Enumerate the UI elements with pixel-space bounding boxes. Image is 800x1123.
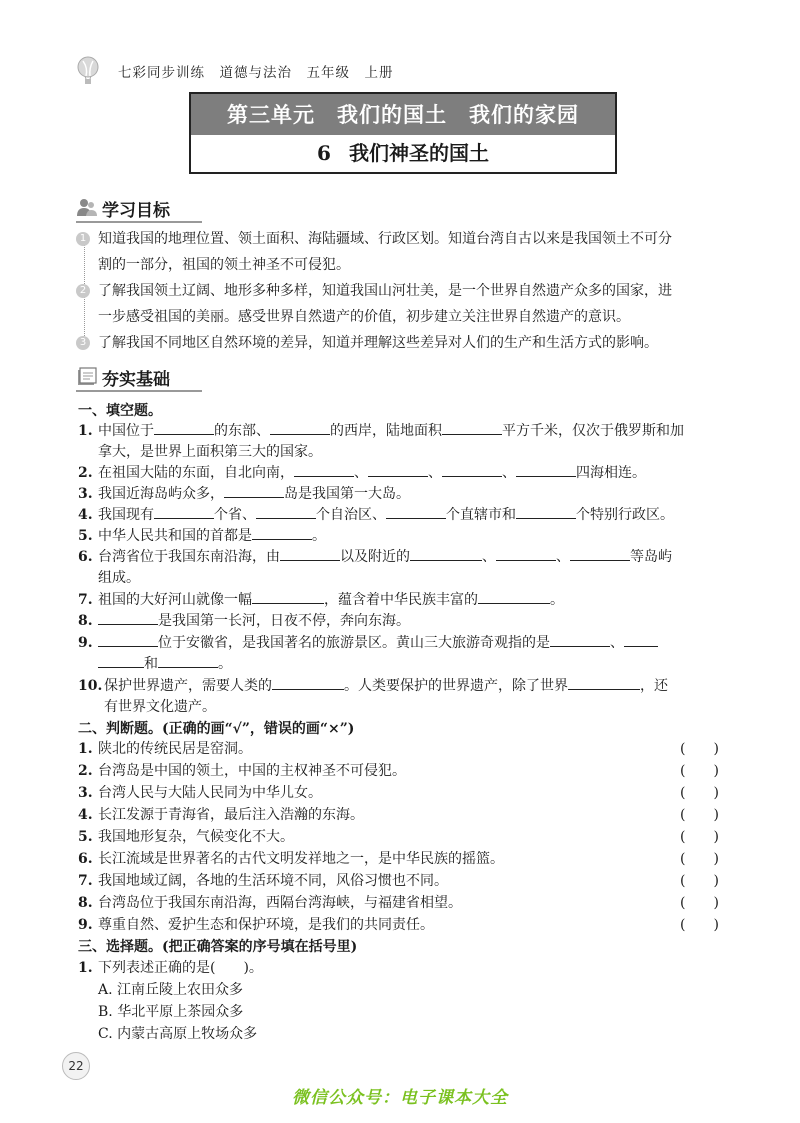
goal-number: 1 [76,232,90,246]
fill-question-6-cont: 组成。 [98,570,140,586]
lesson-name: 我们神圣的国土 [348,141,489,165]
answer-blank[interactable] [624,632,658,647]
answer-blank[interactable] [294,462,354,477]
judge-question: 5. 我国地形复杂，气候变化不大。 [78,829,294,845]
answer-blank[interactable] [516,462,576,477]
answer-blank[interactable] [224,483,284,498]
answer-blank[interactable] [386,504,446,519]
judge-question: 1. 陕北的传统民居是窑洞。 [78,741,252,757]
fill-question-7: 7. 祖国的大好河山就像一幅 ，蕴含着中华民族丰富的 。 [78,589,734,611]
fill-question-4: 4. 我国现有 个省、 个自治区、 个直辖市和 个特别行政区。 [78,504,734,526]
answer-parentheses[interactable]: ( ) [680,851,719,867]
people-icon [76,197,98,219]
choice-question-1: 1. 下列表述正确的是( )。 [78,960,263,976]
page-header [74,56,734,86]
goal-item [76,226,736,278]
answer-blank[interactable] [98,653,144,668]
answer-parentheses[interactable]: ( ) [680,741,719,757]
answer-blank[interactable] [442,420,502,435]
goal-number: 3 [76,336,90,350]
answer-parentheses[interactable]: ( ) [680,917,719,933]
answer-blank[interactable] [158,653,218,668]
answer-parentheses[interactable]: ( ) [680,785,719,801]
fill-question-10: 10. 保护世界遗产，需要人类的 。人类要保护的世界遗产，除了世界 ，还 [78,675,734,697]
header-text: 七彩同步训练 道德与法治 五年级 上册 [118,65,394,81]
lesson-number: 6 [317,141,331,165]
answer-blank[interactable] [516,504,576,519]
fill-question-9-cont: 和 。 [78,653,734,675]
part2-title: 二、判断题。(正确的画“√”，错误的画“×”) [78,721,355,737]
judge-question: 8. 台湾岛位于我国东南沿海，西隔台湾海峡，与福建省相望。 [78,895,462,911]
unit-title-box [189,92,617,174]
choice-option-a[interactable]: A. 江南丘陵上农田众多 [98,982,244,998]
goal-text-line: 割的一部分，祖国的领土神圣不可侵犯。 [98,257,350,273]
answer-blank[interactable] [368,462,428,477]
book-icon [76,366,98,388]
fill-question-9: 9. 位于安徽省，是我国著名的旅游景区。黄山三大旅游奇观指的是 、 [78,632,734,654]
fill-question-3: 3. 我国近海岛屿众多， 岛是我国第一大岛。 [78,483,734,505]
fill-question-2: 2. 在祖国大陆的东面，自北向南， 、 、 、 四海相连。 [78,462,734,484]
goal-text-line: 了解我国领土辽阔、地形多种多样，知道我国山河壮美，是一个世界自然遗产众多的国家，进 [98,283,672,299]
goal-item [76,330,736,356]
answer-blank[interactable] [98,632,158,647]
goal-text-line: 了解我国不同地区自然环境的差异，知道并理解这些差异对人们的生产和生活方式的影响。 [98,335,658,351]
answer-blank[interactable] [272,675,344,690]
answer-parentheses[interactable]: ( ) [680,829,719,845]
goal-text-line: 知道我国的地理位置、领土面积、海陆疆域、行政区划。知道台湾自古以来是我国领土不可分 [98,231,672,247]
lesson-title [191,135,615,172]
goals-heading-text: 学习目标 [102,201,170,221]
footer-watermark: 微信公众号：电子课本大全 [292,1088,508,1108]
answer-parentheses[interactable]: ( ) [680,763,719,779]
answer-blank[interactable] [154,504,214,519]
balloon-logo-icon [74,56,104,86]
answer-parentheses[interactable]: ( ) [680,873,719,889]
part3-title: 三、选择题。(把正确答案的序号填在括号里) [78,939,358,955]
answer-blank[interactable] [252,525,312,540]
unit-title: 第三单元 我们的国土 我们的家园 [191,94,615,135]
answer-blank[interactable] [568,675,640,690]
goal-item [76,278,736,330]
fill-question-1: 1. 中国位于 的东部、 的西岸，陆地面积 平方千米，仅次于俄罗斯和加 [78,420,734,442]
answer-blank[interactable] [154,420,214,435]
basics-heading-text: 夯实基础 [102,370,170,390]
answer-blank[interactable] [478,589,550,604]
choice-option-c[interactable]: C. 内蒙古高原上牧场众多 [98,1026,258,1042]
fill-question-5: 5. 中华人民共和国的首都是 。 [78,525,734,547]
answer-blank[interactable] [252,589,324,604]
judge-question: 2. 台湾岛是中国的领土，中国的主权神圣不可侵犯。 [78,763,406,779]
part1-title: 一、填空题。 [78,403,162,419]
judge-question: 7. 我国地域辽阔，各地的生活环境不同，风俗习惯也不同。 [78,873,448,889]
judge-question: 4. 长江发源于青海省，最后注入浩瀚的东海。 [78,807,364,823]
answer-blank[interactable] [410,546,482,561]
answer-blank[interactable] [270,420,330,435]
answer-blank[interactable] [442,462,502,477]
goal-text-line: 一步感受祖国的美丽。感受世界自然遗产的价值，初步建立关注世界自然遗产的意识。 [98,309,630,325]
answer-blank[interactable] [98,610,158,625]
judge-question: 6. 长江流域是世界著名的古代文明发祥地之一，是中华民族的摇篮。 [78,851,504,867]
fill-question-10-cont: 有世界文化遗产。 [104,699,216,715]
choice-option-b[interactable]: B. 华北平原上茶园众多 [98,1004,244,1020]
fill-question-6: 6. 台湾省位于我国东南沿海，由 以及附近的 、 、 等岛屿 [78,546,734,568]
heading-underline [76,221,202,223]
judge-question: 9. 尊重自然、爱护生态和保护环境，是我们的共同责任。 [78,917,434,933]
answer-blank[interactable] [280,546,340,561]
heading-underline [76,390,202,392]
answer-blank[interactable] [496,546,556,561]
answer-parentheses[interactable]: ( ) [680,895,719,911]
page-number: 22 [62,1052,90,1080]
answer-blank[interactable] [550,632,610,647]
goal-number: 2 [76,284,90,298]
fill-question-1-cont: 拿大，是世界上面积第三大的国家。 [98,444,322,460]
judge-question: 3. 台湾人民与大陆人民同为中华儿女。 [78,785,322,801]
answer-parentheses[interactable]: ( ) [680,807,719,823]
answer-blank[interactable] [570,546,630,561]
goals-list [76,226,736,356]
fill-question-8: 8. 是我国第一长河，日夜不停，奔向东海。 [78,610,734,632]
answer-blank[interactable] [256,504,316,519]
